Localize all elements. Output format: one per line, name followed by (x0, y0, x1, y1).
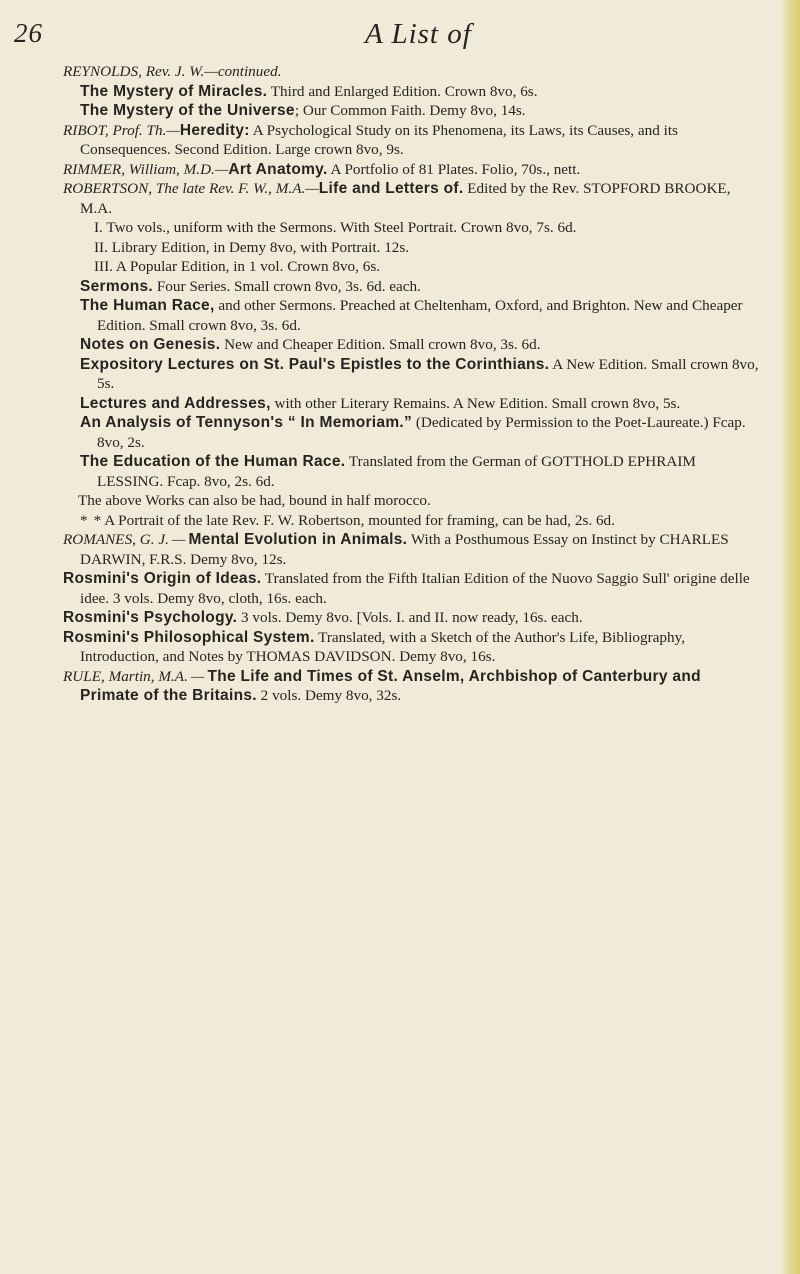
edition-text: III. A Popular Edition, in 1 vol. Crown 8vo, 6s. (94, 258, 381, 275)
entry-author: REYNOLDS, Rev. J. W.—continued. (63, 63, 282, 80)
entry-title: Art Anatomy. (228, 160, 328, 178)
entry-title: The Life and Times of St. Anselm, Archbishop of Canterbury and Primate of the Britains. (80, 667, 701, 704)
work-details: ; Our Common Faith. Demy 8vo, 14s. (294, 102, 526, 119)
entry-rule (63, 667, 763, 706)
entry-romanes (63, 530, 763, 569)
work-title: The Mystery of the Universe (80, 102, 295, 119)
work-details: and other Sermons. Preached at Cheltenham, Oxford, and Brighton. New and Cheaper Edition. Small crown 8vo, 3s. 6d. (97, 297, 743, 334)
work-entry (63, 394, 763, 414)
work-entry (63, 452, 763, 491)
entry-details: Edited by the Rev. STOPFORD BROOKE, M.A. (80, 180, 731, 217)
work-title: Lectures and Addresses, (80, 394, 271, 412)
entry-rosmini-system (63, 628, 763, 667)
entry-reynolds (63, 62, 763, 82)
note-text: * * A Portrait of the late Rev. F. W. Robertson, mounted for framing, can be had, 2s. 6d. (80, 511, 615, 529)
entry-details: With a Posthumous Essay on Instinct by CHARLES DARWIN, F.R.S. Demy 8vo, 12s. (80, 531, 729, 568)
entry-title: Rosmini's Psychology. (63, 609, 238, 626)
entry-details: A Psychological Study on its Phenomena, its Laws, its Causes, and its Consequences. Second Edition. Large crown 8vo, 9s. (80, 121, 678, 158)
entry-title: Rosmini's Philosophical System. (63, 628, 315, 646)
entry-author: ROMANES, G. J. — (63, 531, 189, 548)
work-details: Third and Enlarged Edition. Crown 8vo, 6s. (270, 82, 538, 100)
work-entry (63, 355, 763, 394)
entry-title: Heredity: (179, 121, 250, 139)
work-details: Translated from the German of GOTTHOLD EPHRAIM LESSING. Fcap. 8vo, 2s. 6d. (97, 453, 696, 490)
entry-robertson (63, 179, 763, 218)
entry-title: Rosmini's Origin of Ideas. (63, 570, 262, 587)
edition-item (63, 238, 763, 258)
work-title: Sermons. (80, 277, 154, 295)
work-title: Expository Lectures on St. Paul's Epistles to the Corinthians. (80, 355, 550, 373)
entry-author: RULE, Martin, M.A. — (63, 667, 208, 685)
work-details: Four Series. Small crown 8vo, 3s. 6d. each. (156, 277, 421, 295)
work-details: A New Edition. Small crown 8vo, 5s. (97, 355, 759, 392)
entry-author: RIBOT, Prof. Th.— (63, 121, 180, 139)
entry-details: A Portfolio of 81 Plates. Folio, 70s., nett. (330, 160, 581, 178)
entry-title: Mental Evolution in Animals. (188, 531, 408, 548)
entry-details: 2 vols. Demy 8vo, 32s. (260, 687, 402, 704)
edition-item (63, 257, 763, 277)
work-details: New and Cheaper Edition. Small crown 8vo, 3s. 6d. (224, 336, 541, 353)
edition-text: I. Two vols., uniform with the Sermons. With Steel Portrait. Crown 8vo, 7s. 6d. (94, 219, 577, 236)
work-title: The Mystery of Miracles. (80, 82, 268, 100)
edition-text: II. Library Edition, in Demy 8vo, with Portrait. 12s. (94, 238, 410, 256)
portrait-note (63, 511, 763, 531)
running-title: A List of (365, 18, 472, 50)
work-title: Notes on Genesis. (80, 336, 221, 353)
note-text: The above Works can also be had, bound in half morocco. (78, 492, 431, 509)
work-details: (Dedicated by Permission to the Poet-Laureate.) Fcap. 8vo, 2s. (97, 414, 746, 451)
binding-note (63, 491, 763, 511)
work-title: The Human Race, (80, 297, 215, 314)
entry-details: 3 vols. Demy 8vo. [Vols. I. and II. now ready, 16s. each. (241, 609, 583, 626)
work-entry (63, 413, 763, 452)
running-head (0, 12, 800, 52)
edition-item (63, 218, 763, 238)
work-entry (63, 335, 763, 355)
entry-details: Translated from the Fifth Italian Edition of the Nuovo Saggio Sull' origine delle idee. 3 vols. Demy 8vo, cloth, 16s. each. (80, 570, 750, 607)
entry-rosmini-psychology (63, 608, 763, 628)
work-entry (63, 277, 763, 297)
entry-author: RIMMER, William, M.D.— (63, 160, 229, 178)
entry-rimmer (63, 160, 763, 180)
work-entry (63, 296, 763, 335)
entry-author: ROBERTSON, The late Rev. F. W., M.A.— (63, 180, 319, 197)
entry-rosmini-origin (63, 569, 763, 608)
entry-details: Translated, with a Sketch of the Author's Life, Bibliography, Introduction, and Notes by THOMAS DAVIDSON. Demy 8vo, 16s. (80, 628, 686, 665)
entry-ribot (63, 121, 763, 160)
work-title: An Analysis of Tennyson's “ In Memoriam.” (80, 414, 413, 431)
work-entry (63, 82, 763, 102)
work-details: with other Literary Remains. A New Edition. Small crown 8vo, 5s. (274, 394, 681, 412)
entry-title: Life and Letters of. (318, 180, 464, 197)
work-entry (63, 101, 763, 121)
page-edge (780, 0, 800, 1274)
work-title: The Education of the Human Race. (80, 453, 346, 470)
catalogue-entries (63, 62, 763, 706)
page-number: 26 (14, 18, 43, 48)
